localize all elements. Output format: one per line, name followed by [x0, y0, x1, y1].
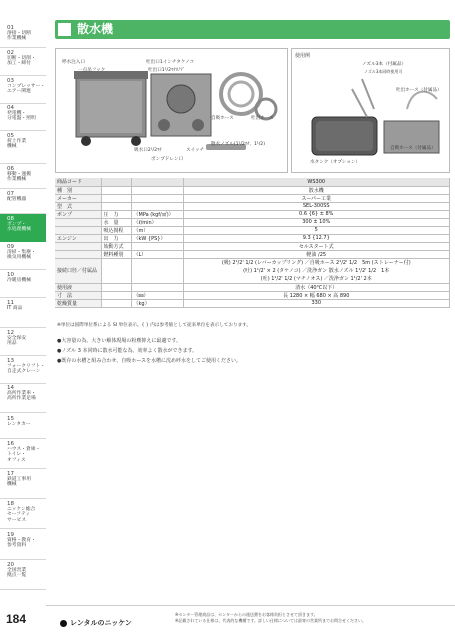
spec-value: SEL-300SS [183, 202, 450, 210]
spec-sublabel [101, 186, 131, 194]
spec-sublabel [101, 202, 131, 210]
spec-row [55, 242, 450, 250]
sidebar-item-label: 荷上作業 機械 [7, 139, 27, 150]
sidebar-item-label: 移動・運搬 作業機械 [7, 172, 31, 183]
sidebar-item-number: 03 [7, 78, 14, 84]
sidebar-item-number: 16 [7, 441, 14, 447]
sidebar-item-label: ニッケン総合 セーフティ サービス [7, 507, 36, 523]
spec-row [55, 178, 450, 186]
spec-note: ※単位は国際単位系による SI 単位表示。{ } 内は参考値として従来単位を表示しております。 [57, 323, 252, 328]
sidebar-item-label: 清掃・集塵・ 換気用機械 [7, 250, 36, 261]
sidebar-item-12[interactable] [0, 328, 46, 356]
spec-unit: （L） [131, 250, 183, 258]
category-sidebar [0, 0, 46, 644]
label-lifting-hook: 一点吊フック [78, 68, 106, 73]
sidebar-item-label: 鉄道工事用 機械 [7, 477, 31, 488]
spec-label: 商品コード [55, 178, 101, 186]
sidebar-item-label: ハウス・倉庫・ トイレ・ オフィス [7, 447, 41, 463]
footer-divider [46, 605, 455, 606]
spec-label [55, 218, 101, 226]
spec-value: 9.3 {12.7} [183, 234, 450, 242]
bullet-1: ●大容量の為、大きい解体現場の粉塵抑えに最適です。 [57, 338, 181, 344]
page-number: 184 [6, 612, 27, 626]
spec-label [55, 242, 101, 250]
sidebar-item-label: 安全保安 用品 [7, 336, 27, 347]
sidebar-item-label: コンプレッサー・ エアー関連 [7, 84, 46, 95]
sidebar-item-17[interactable] [0, 469, 46, 499]
spec-label: 接続口径／付属品 [55, 258, 101, 283]
label-discharge-1inch: 吐出口1インチタケノコ [146, 60, 195, 65]
sidebar-item-number: 08 [7, 216, 14, 222]
spec-sublabel [101, 194, 131, 202]
label-discharge-1-5: 吐出口1¹/2ﾏﾁｵﾉﾌﾞ [148, 68, 185, 73]
spec-sublabel: 出 力 [101, 234, 131, 242]
spec-unit [131, 194, 183, 202]
spec-unit [131, 202, 183, 210]
spec-unit: （kW {PS}） [131, 234, 183, 242]
sidebar-item-16[interactable] [0, 439, 46, 469]
brand-name: レンタルのニッケン [70, 620, 132, 627]
label-nozzles-3: ノズル3本（付属品） [362, 62, 407, 67]
spec-label [55, 226, 101, 234]
label-priming-inlet: 呼水注入口 [62, 60, 85, 65]
spec-label: 乾燥質量 [55, 299, 101, 307]
sidebar-item-03[interactable] [0, 76, 46, 104]
spec-unit [131, 283, 183, 291]
spec-row [55, 234, 450, 242]
sidebar-item-number: 12 [7, 330, 14, 336]
spec-row [55, 202, 450, 210]
spec-unit [131, 186, 183, 194]
sidebar-item-02[interactable] [0, 48, 46, 76]
spec-value: 330 [183, 299, 450, 307]
label-switch: スイッチ [186, 148, 205, 153]
spec-row [55, 210, 450, 218]
spec-sublabel [101, 258, 131, 283]
spec-label: エンジン [55, 234, 101, 242]
sidebar-item-number: 11 [7, 300, 14, 306]
sidebar-item-07[interactable] [0, 189, 46, 214]
spec-unit: （m） [131, 226, 183, 234]
sidebar-item-number: 14 [7, 385, 14, 391]
sidebar-item-number: 10 [7, 272, 14, 278]
bullet-2: ●ノズル 3 本同時に散水可能な為、効率よく散水ができます。 [57, 348, 198, 354]
label-suction-port: 吸水口2¹/2ﾏﾁ [134, 148, 162, 153]
label-discharge-hose: 吐出ホース [251, 116, 274, 121]
spec-value: セルスタート式 [183, 242, 450, 250]
spec-row [55, 218, 450, 226]
sidebar-item-label: 資格・教育・ 参考資料 [7, 538, 36, 549]
sidebar-item-label: 全国営業 拠点一覧 [7, 568, 27, 579]
sidebar-item-11[interactable] [0, 298, 46, 328]
spec-value: スーパー工業 [183, 194, 450, 202]
spec-value: WS300 [183, 178, 450, 186]
spec-sublabel: 始動方式 [101, 242, 131, 250]
label-spray-nozzle: 散水ノズル(1¹/2ﾏﾁ、1¹/2) [211, 142, 266, 147]
sidebar-item-label: 配管機器 [7, 197, 27, 202]
sidebar-item-label: IT 商品 [7, 306, 23, 311]
sidebar-item-number: 01 [7, 25, 14, 31]
sidebar-item-label: フォークリフト・ 自走式クレーン [7, 364, 46, 375]
spec-sublabel: 圧 力 [101, 210, 131, 218]
spec-unit [131, 178, 183, 186]
spec-unit: （㎜） [131, 291, 183, 299]
sidebar-item-number: 17 [7, 471, 14, 477]
label-pump-drain: ポンプドレン口 [151, 157, 184, 162]
sidebar-item-number: 06 [7, 166, 14, 172]
sidebar-item-label: レンタカー [7, 422, 31, 427]
spec-unit: （ℓ/min） [131, 218, 183, 226]
spec-row [55, 250, 450, 258]
spec-value: 5 [183, 226, 450, 234]
sidebar-item-label: ポンプ・ 水処理機械 [7, 222, 31, 233]
spec-unit [131, 258, 183, 283]
spec-sublabel [101, 291, 131, 299]
sidebar-item-04[interactable] [0, 103, 46, 131]
sidebar-item-number: 13 [7, 358, 14, 364]
spec-label: 種 別 [55, 186, 101, 194]
sidebar-item-10[interactable] [0, 270, 46, 298]
spec-label: メーカー [55, 194, 101, 202]
spec-value: 長 1280 × 幅 680 × 高 890 [183, 291, 450, 299]
spec-row [55, 186, 450, 194]
label-nozzles-simultaneous: ノズル3本同時使用可 [364, 69, 403, 74]
spec-sublabel [101, 299, 131, 307]
sidebar-item-number: 15 [7, 416, 14, 422]
spec-row [55, 226, 450, 234]
usage-example-image [291, 48, 450, 173]
footer-note-2: ※記載されている仕様は、代表的な機種です。詳しい仕様については最寄の営業所までお問合せください。 [175, 618, 366, 623]
spec-sublabel: 吸込揚程 [101, 226, 131, 234]
sidebar-item-number: 18 [7, 501, 14, 507]
usage-example-heading: 使用例 [295, 53, 311, 59]
label-suction-hose: 自吸ホース [211, 116, 234, 121]
title-square-icon [58, 23, 71, 36]
sidebar-item-label: 高所作業車・ 高所作業足場 [7, 391, 36, 402]
spec-row [55, 194, 450, 202]
sidebar-item-label: 発電機・ 分電盤・照明 [7, 111, 36, 122]
spec-unit: （kg） [131, 299, 183, 307]
sidebar-item-14[interactable] [0, 383, 46, 413]
spec-sublabel [101, 283, 131, 291]
page-title: 散水機 [77, 22, 114, 36]
section-title-bar [55, 20, 450, 39]
spec-sublabel: 燃料種別 [101, 250, 131, 258]
usage-illustration [292, 49, 451, 174]
sidebar-item-18[interactable] [0, 499, 46, 529]
spec-row [55, 299, 450, 307]
sidebar-item-label: 冷暖房機械 [7, 278, 31, 283]
sidebar-item-number: 20 [7, 562, 14, 568]
sidebar-item-08[interactable] [0, 214, 46, 242]
footer-notes [175, 612, 450, 624]
sidebar-item-label: 切断・切削・ 加工・締付 [7, 56, 36, 67]
sidebar-item-number: 05 [7, 133, 14, 139]
spec-label: 型 式 [55, 202, 101, 210]
spec-value: (吸) 2¹/2' 1/2 (レバーカップリング) ／自吸ホース 2¹/2' 1/2 5m (ストレーナー付) (吐) 1¹/2' × 2 (タケノコ) ／洗浄ガン 散水ノズル 1¹/2' 1/2 1本 (吐) 1¹/2' 1/2 (マチノオス) ／洗浄ガン 1¹/2' 2本 [183, 258, 450, 283]
sidebar-item-20[interactable] [0, 560, 46, 590]
bullet-3: ●既存の水槽と組み合わせ、自吸ホースを水槽に沈め呼水をしてご使用ください。 [57, 358, 241, 364]
spec-row [55, 291, 450, 299]
spec-table [55, 178, 450, 308]
spec-row [55, 283, 450, 291]
sidebar-item-number: 04 [7, 105, 14, 111]
spec-value: 300 ± 10% [183, 218, 450, 226]
sidebar-item-09[interactable] [0, 242, 46, 270]
spec-value: 0.6 {6} ± 8% [183, 210, 450, 218]
spec-label [55, 250, 101, 258]
sidebar-item-05[interactable] [0, 131, 46, 164]
spec-unit: （MPa (kgf/㎠)） [131, 210, 183, 218]
spec-sublabel [101, 178, 131, 186]
footer-note-1: ※センター管理商品は、センターからの運送費をお客様負担とさせて頂きます。 [175, 612, 318, 617]
spec-sublabel: 水 量 [101, 218, 131, 226]
sidebar-item-15[interactable] [0, 414, 46, 439]
spec-unit [131, 242, 183, 250]
sidebar-item-label: 溶接・切断 作業機械 [7, 31, 31, 42]
spec-label: ポンプ [55, 210, 101, 218]
label-discharge-hose-accessory: 吐出ホース（付属品） [396, 88, 442, 93]
sidebar-item-number: 07 [7, 191, 14, 197]
brand-logo [60, 618, 132, 628]
spec-row [55, 258, 450, 283]
sidebar-item-number: 02 [7, 50, 14, 56]
sidebar-item-19[interactable] [0, 530, 46, 560]
sidebar-item-number: 19 [7, 532, 14, 538]
spec-label: 寸 法 [55, 291, 101, 299]
sidebar-item-01[interactable] [0, 23, 46, 48]
label-suction-hose-accessory: 自吸ホース（付属品） [390, 146, 436, 151]
spec-value: 清水（40℃以下） [183, 283, 450, 291]
spec-value: 軽油 /25 [183, 250, 450, 258]
product-image-left [55, 48, 288, 173]
spec-label: 使用液 [55, 283, 101, 291]
spec-value: 散水機 [183, 186, 450, 194]
sidebar-item-number: 09 [7, 244, 14, 250]
brand-logo-icon [60, 620, 67, 627]
sidebar-item-13[interactable] [0, 356, 46, 384]
label-water-tank: 水タンク（オプション） [310, 160, 361, 165]
sidebar-item-06[interactable] [0, 164, 46, 189]
